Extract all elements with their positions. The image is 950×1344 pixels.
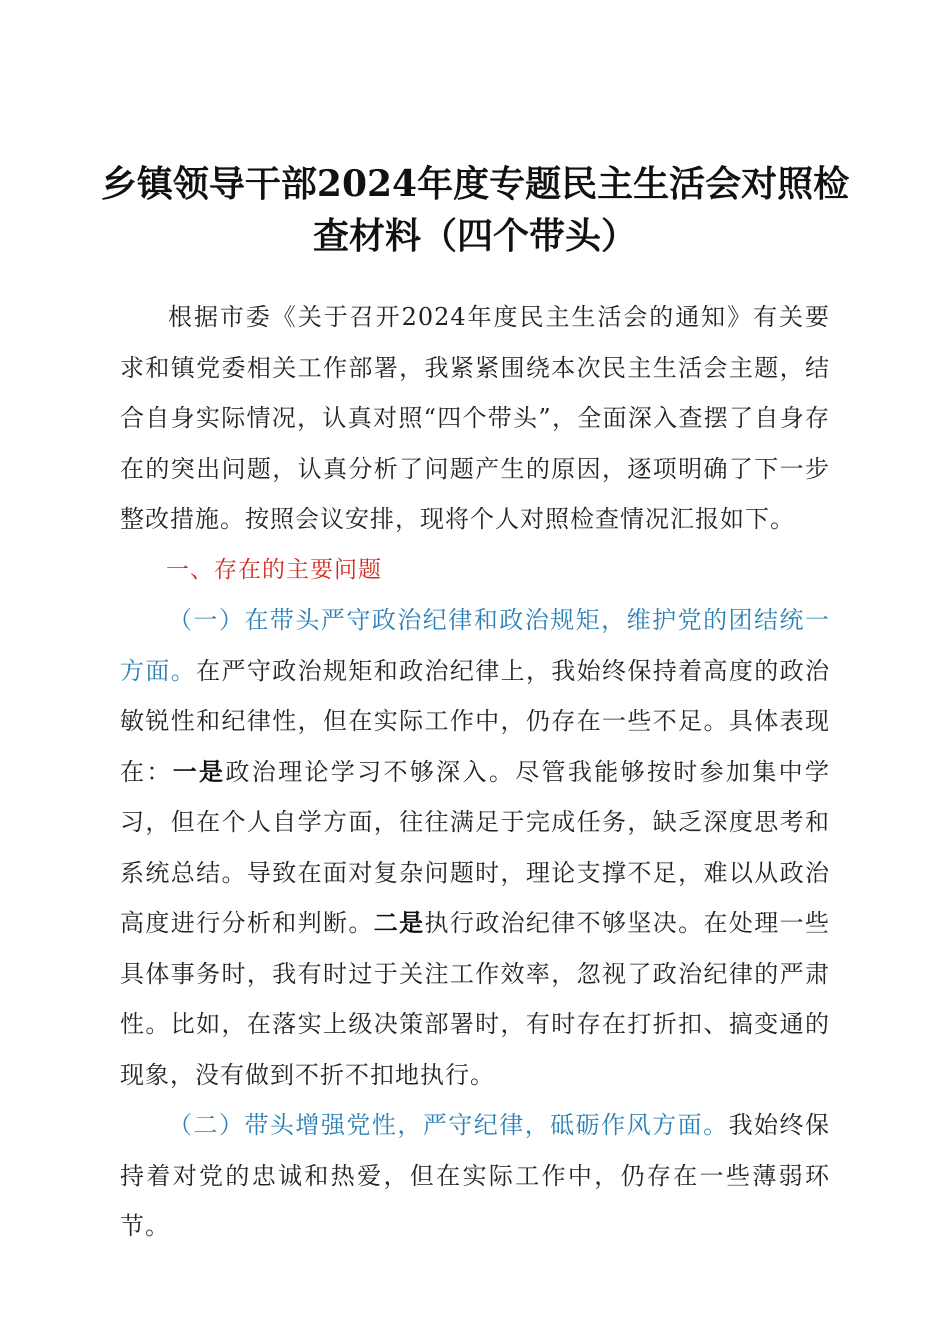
document-title [100,158,850,262]
title-line-1: 乡镇领导干部2024年度专题民主生活会对照检 [100,163,850,205]
subsection-1-text-b: 政治理论学习不够深入。尽管我能够按时参加集中学习，但在个人自学方面，往往满足于完成任务，缺乏深度思考和系统总结。导致在面对复杂问题时，理论支撑不足，难以从政治高度进行分析和判断。 [120,757,831,937]
subsection-1-text-a: 在严守政治规矩和政治纪律上，我始终保持着高度的政治敏锐性和纪律性，但在实际工作中，仍存在一些不足。具体表现在： [120,656,831,786]
point-marker-1: 一是 [172,756,226,786]
subsection-2-text: 我始终保持着对党的忠诚和热爱，但在实际工作中，仍存在一些薄弱环节。 [120,1111,831,1240]
title-line-2: 查材料（四个带头） [312,215,637,257]
subsection-1-paragraph [120,595,830,1100]
section-heading-problems: 一、存在的主要问题 [166,556,382,583]
subsection-1-heading: （一）在带头严守政治纪律和政治规矩，维护党的团结统一方面。 [120,606,830,685]
point-marker-2: 二是 [373,908,425,937]
subsection-1-text-c: 执行政治纪律不够坚决。在处理一些具体事务时，我有时过于关注工作效率，忽视了政治纪律的严肃性。比如，在落实上级决策部署时，有时存在打折扣、搞变通的现象，没有做到不折不扣地执行。 [120,909,831,1089]
document-body [120,292,830,1252]
subsection-2-heading: （二）带头增强党性，严守纪律，砥砺作风方面。 [168,1111,729,1139]
subsection-2-paragraph [120,1100,830,1252]
intro-paragraph: 根据市委《关于召开2024年度民主生活会的通知》有关要求和镇党委相关工作部署，我紧紧围绕本次民主生活会主题，结合自身实际情况，认真对照“四个带头”，全面深入查摆了自身存在的突出问题，认真分析了问题产生的原因，逐项明确了下一步整改措施。按照会议安排，现将个人对照检查情况汇报如下。 [120,303,830,533]
